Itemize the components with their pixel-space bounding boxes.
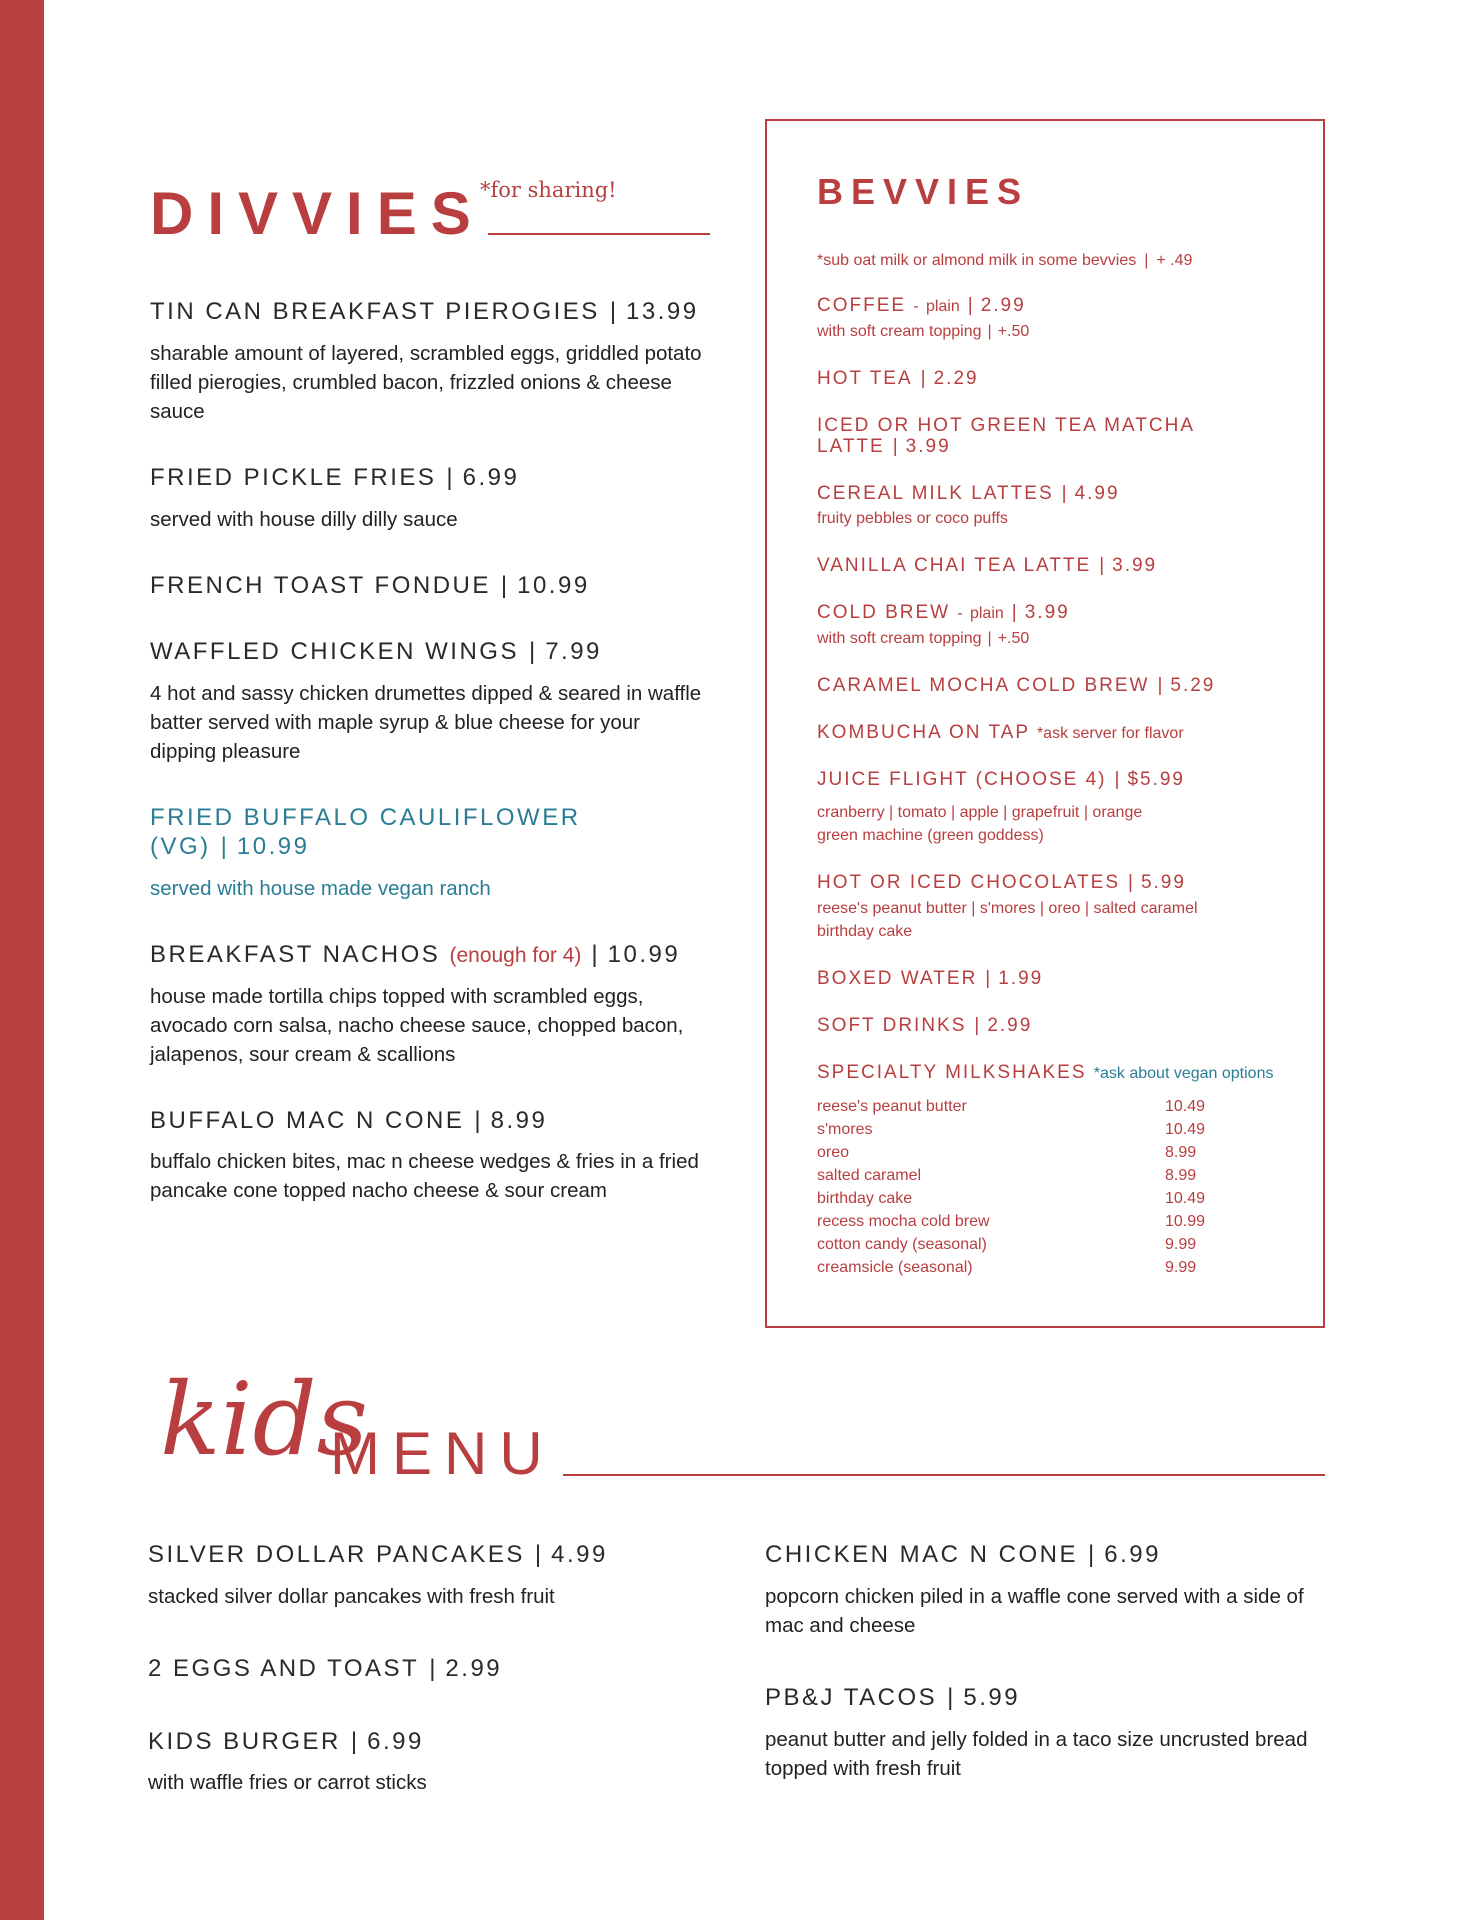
bev-price: 5.29 — [1170, 675, 1216, 697]
bev-name: SOFT DRINKS — [817, 1014, 967, 1036]
kids-item-pbj-tacos — [765, 1684, 1325, 1783]
item-price: 7.99 — [545, 638, 602, 666]
item-description: popcorn chicken piled in a waffle cone served with a side of mac and cheese — [765, 1584, 1304, 1637]
bev-milkshakes — [817, 1063, 1297, 1280]
bev-coffee: COFFEE - plain | 2.99 with soft cream topping | +.50 — [817, 295, 1030, 340]
bev-detail: with soft cream topping — [817, 630, 982, 648]
shake-name: cotton candy (seasonal) — [817, 1236, 987, 1254]
item-price: 10.99 — [607, 940, 681, 968]
sub-text: *sub oat milk or almond milk in some bevvies — [817, 252, 1137, 269]
item-title: BUFFALO MAC N CONE | 8.99 — [150, 1106, 548, 1134]
item-title: FRENCH TOAST FONDUE | 10.99 — [150, 571, 590, 599]
bev-variant: plain — [925, 298, 960, 315]
bev-matcha-latte: ICED OR HOT GREEN TEA MATCHA LATTE | 3.99 — [817, 414, 1194, 457]
item-name: FRIED PICKLE FRIES — [150, 463, 437, 491]
bevvies-title: BEVVIES — [817, 171, 1030, 212]
item-name: BREAKFAST NACHOS — [150, 940, 441, 968]
item-description: stacked silver dollar pancakes with fresh fruit — [148, 1584, 555, 1608]
item-note: (enough for 4) — [449, 943, 582, 967]
shake-price: 9.99 — [1165, 1259, 1197, 1277]
shake-name: birthday cake — [817, 1190, 913, 1208]
item-name: KIDS BURGER — [148, 1727, 341, 1755]
item-title: 2 EGGS AND TOAST | 2.99 — [148, 1654, 503, 1682]
bevvies-content — [817, 171, 1297, 1279]
bev-name: HOT OR ICED CHOCOLATES — [817, 871, 1120, 893]
bev-price: 2.99 — [987, 1014, 1033, 1036]
item-title: WAFFLED CHICKEN WINGS | 7.99 — [150, 638, 602, 666]
bev-name: CARAMEL MOCHA COLD BREW — [817, 675, 1150, 697]
item-description: 4 hot and sassy chicken drumettes dipped & seared in waffle batter served with maple syrup & blue cheese for your dipping pleasure — [150, 682, 702, 764]
divvies-rule — [488, 233, 710, 235]
list-item — [817, 1141, 1297, 1164]
kids-item-chicken-mac-cone — [765, 1541, 1325, 1640]
item-name: CHICKEN MAC N CONE — [765, 1541, 1079, 1568]
list-item — [817, 1095, 1297, 1118]
bev-price: $5.99 — [1127, 769, 1185, 791]
item-title: FRIED PICKLE FRIES | 6.99 — [150, 463, 520, 491]
item-price: 2.99 — [445, 1654, 503, 1682]
shake-name: creamsicle (seasonal) — [817, 1259, 973, 1277]
bev-price: 3.99 — [1024, 602, 1070, 624]
milk-substitution-note: *sub oat milk or almond milk in some bevvies | + .49 — [817, 252, 1193, 269]
bev-name: ICED OR HOT GREEN TEA MATCHA LATTE — [817, 414, 1194, 457]
list-item — [817, 1164, 1297, 1187]
shake-price: 10.49 — [1165, 1098, 1206, 1116]
item-description: sharable amount of layered, scrambled eggs, griddled potato filled pierogies, crumbled bacon, frizzled onions & cheese sauce — [150, 341, 702, 423]
kids-menu-header — [160, 1361, 1325, 1490]
bev-chocolates: HOT OR ICED CHOCOLATES | 5.99 reese's peanut butter | s'mores | oreo | salted caramel birthday cake — [817, 873, 1297, 943]
bev-name: BOXED WATER — [817, 967, 978, 989]
bev-price: 3.99 — [1112, 555, 1158, 577]
item-title: TIN CAN BREAKFAST PIEROGIES | 13.99 — [150, 298, 699, 325]
bev-detail-price: +.50 — [997, 630, 1030, 648]
bev-detail: cranberry | tomato | apple | grapefruit | orange — [817, 803, 1143, 821]
menu-item-french-toast-fondue — [150, 572, 710, 601]
bev-detail: birthday cake — [817, 922, 913, 940]
menu-item-pickle-fries — [150, 464, 710, 534]
item-price: 6.99 — [367, 1727, 424, 1755]
bev-kombucha — [817, 723, 1297, 744]
bev-juice-flight: JUICE FLIGHT (CHOOSE 4) | $5.99 cranberry | tomato | apple | grapefruit | orange green machine (green goddess) — [817, 770, 1297, 847]
shake-name: reese's peanut butter — [817, 1098, 967, 1116]
item-name: WAFFLED CHICKEN WINGS — [150, 638, 519, 666]
kids-script-title: kids — [160, 1361, 368, 1478]
bev-detail: reese's peanut butter | s'mores | oreo | salted caramel — [817, 899, 1198, 917]
kids-item-eggs-toast — [148, 1655, 708, 1684]
item-price: 10.99 — [236, 832, 310, 860]
item-name: 2 EGGS AND TOAST — [148, 1654, 420, 1682]
divvies-title: DIVVIES — [150, 180, 485, 247]
bev-detail-price: +.50 — [997, 322, 1030, 340]
item-price: 6.99 — [1104, 1541, 1161, 1568]
bev-note: *ask server for flavor — [1036, 725, 1184, 743]
bevvies-box — [765, 119, 1325, 1328]
kids-item-burger — [148, 1728, 708, 1798]
item-price: 6.99 — [462, 463, 520, 491]
item-title: FRIED BUFFALO CAULIFLOWER (VG) | 10.99 — [150, 804, 581, 860]
divvies-header — [150, 170, 710, 260]
bev-detail: fruity pebbles or coco puffs — [817, 510, 1008, 528]
item-price: 8.99 — [490, 1106, 548, 1134]
left-accent-stripe — [0, 0, 44, 1920]
divvies-section — [150, 170, 710, 1205]
kids-rule — [563, 1474, 1325, 1476]
menu-item-pierogies — [150, 298, 710, 426]
shake-name: s'mores — [817, 1121, 873, 1139]
milkshake-list — [817, 1095, 1297, 1279]
list-item — [817, 1233, 1297, 1256]
item-title: KIDS BURGER | 6.99 — [148, 1727, 424, 1755]
item-price: 5.99 — [963, 1683, 1021, 1711]
bev-price: 2.99 — [980, 295, 1026, 316]
shake-price: 8.99 — [1165, 1144, 1197, 1162]
item-description: served with house dilly dilly sauce — [150, 507, 458, 531]
item-price: 10.99 — [517, 571, 590, 599]
bev-price: 4.99 — [1074, 482, 1120, 504]
kids-column-right — [765, 1541, 1325, 1783]
bev-name: SPECIALTY MILKSHAKES — [817, 1061, 1087, 1083]
item-description: with waffle fries or carrot sticks — [148, 1771, 427, 1795]
shake-price: 10.49 — [1165, 1190, 1206, 1208]
bev-price: 3.99 — [905, 435, 951, 457]
shake-price: 10.49 — [1165, 1121, 1206, 1139]
item-name: TIN CAN BREAKFAST PIEROGIES — [150, 298, 600, 325]
menu-item-buffalo-cauliflower — [150, 804, 710, 903]
item-description: served with house made vegan ranch — [150, 876, 491, 900]
bev-cereal-milk-lattes: CEREAL MILK LATTES | 4.99 fruity pebbles or coco puffs — [817, 484, 1297, 531]
bev-name: COLD BREW — [817, 602, 951, 624]
menu-item-buffalo-mac-n-cone — [150, 1107, 710, 1206]
list-item — [817, 1210, 1297, 1233]
sharing-note: *for sharing! — [480, 178, 617, 202]
item-price: 13.99 — [626, 298, 699, 325]
item-title: CHICKEN MAC N CONE | 6.99 — [765, 1541, 1161, 1568]
item-name: FRIED BUFFALO CAULIFLOWER (VG) — [150, 804, 581, 860]
sub-price: + .49 — [1156, 252, 1193, 269]
bev-price: 5.99 — [1140, 871, 1186, 893]
shake-name: recess mocha cold brew — [817, 1213, 990, 1231]
menu-item-breakfast-nachos — [150, 941, 710, 1069]
bev-variant: plain — [969, 605, 1004, 623]
shake-price: 9.99 — [1165, 1236, 1197, 1254]
bev-price: 2.29 — [933, 367, 979, 389]
item-title: PB&J TACOS | 5.99 — [765, 1683, 1021, 1711]
kids-item-pancakes — [148, 1541, 708, 1611]
list-item — [817, 1256, 1297, 1279]
item-description: peanut butter and jelly folded in a taco size uncrusted bread topped with fresh fruit — [765, 1727, 1308, 1780]
shake-price: 10.99 — [1165, 1213, 1206, 1231]
bev-name: JUICE FLIGHT (CHOOSE 4) — [817, 769, 1107, 791]
item-name: FRENCH TOAST FONDUE — [150, 571, 491, 599]
bev-name: VANILLA CHAI TEA LATTE — [817, 555, 1092, 577]
kids-menu-title: MENU — [330, 1420, 555, 1487]
bev-name: COFFEE — [817, 295, 907, 316]
item-description: buffalo chicken bites, mac n cheese wedges & fries in a fried pancake cone topped nacho cheese & sour cream — [150, 1150, 699, 1203]
shake-price: 8.99 — [1165, 1167, 1197, 1185]
item-title: SILVER DOLLAR PANCAKES | 4.99 — [148, 1541, 608, 1568]
bev-detail: green machine (green goddess) — [817, 826, 1044, 844]
bev-name: KOMBUCHA ON TAP — [817, 722, 1030, 744]
bev-soft-drinks: SOFT DRINKS | 2.99 — [817, 1014, 1033, 1036]
item-name: SILVER DOLLAR PANCAKES — [148, 1541, 525, 1568]
bev-price: 1.99 — [998, 967, 1044, 989]
shake-name: salted caramel — [817, 1167, 922, 1185]
kids-column-left — [148, 1541, 708, 1797]
bev-name: CEREAL MILK LATTES — [817, 482, 1054, 504]
item-description: house made tortilla chips topped with scrambled eggs, avocado corn salsa, nacho cheese sauce, chopped bacon, jalapenos, sour cream & scallions — [150, 984, 684, 1066]
bev-boxed-water: BOXED WATER | 1.99 — [817, 967, 1044, 989]
bev-hot-tea: HOT TEA | 2.29 — [817, 367, 979, 389]
item-price: 4.99 — [551, 1541, 608, 1568]
list-item — [817, 1118, 1297, 1141]
bev-chai-latte: VANILLA CHAI TEA LATTE | 3.99 — [817, 555, 1158, 577]
bev-caramel-mocha: CARAMEL MOCHA COLD BREW | 5.29 — [817, 675, 1216, 697]
bev-detail: with soft cream topping — [817, 322, 982, 340]
item-title: BREAKFAST NACHOS (enough for 4) | 10.99 — [150, 940, 681, 968]
list-item — [817, 1187, 1297, 1210]
menu-item-chicken-wings — [150, 638, 710, 766]
bev-cold-brew: COLD BREW - plain | 3.99 with soft cream topping | +.50 — [817, 602, 1070, 648]
shake-name: oreo — [817, 1144, 850, 1162]
item-name: BUFFALO MAC N CONE — [150, 1106, 465, 1134]
bev-note: *ask about vegan options — [1093, 1064, 1274, 1082]
item-name: PB&J TACOS — [765, 1683, 938, 1711]
bev-name: HOT TEA — [817, 367, 913, 389]
